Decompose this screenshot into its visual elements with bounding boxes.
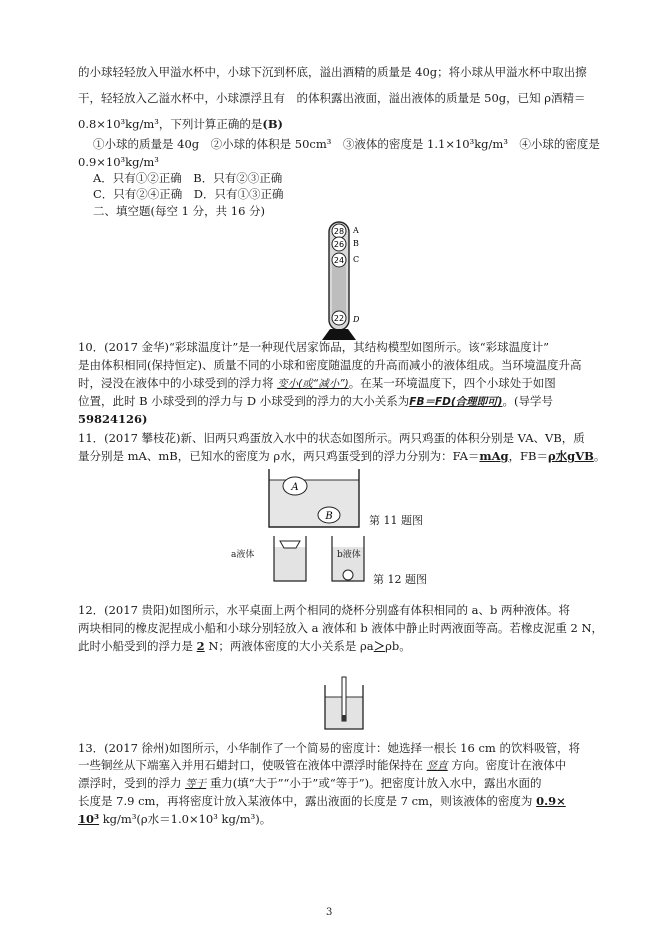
q9-answer: (B)	[262, 117, 283, 131]
q13-line-2: 一些铜丝从下端塞入并用石蜡封口，使吸管在液体中漂浮时能保持在 竖直 方向。密度计在液体中	[78, 758, 567, 772]
q13-answer-3a: 0.9×	[536, 794, 566, 808]
q12-answer-1: 2	[196, 639, 205, 653]
egg-a-label: A	[291, 482, 299, 493]
q12-line-2: 两块相同的橡皮泥捏成小船和小球分别轻放入 a 液体和 b 液体中静止时两液面等高。若橡皮泥重 2 N，	[78, 621, 604, 635]
thermometer-figure	[318, 220, 370, 342]
q10-answer-1: 变小(或“减小”)	[277, 378, 349, 390]
q10-line-3: 时，浸没在液体中的小球受到的浮力将 变小(或“减小”)。在某一环境温度下，四个小球处于如图	[78, 376, 556, 390]
label-d: D	[353, 315, 360, 324]
q13-answer-3b: 10³	[78, 812, 100, 826]
q9-line-3: 0.8×10³kg/m³，下列计算正确的是(B)	[78, 117, 283, 131]
liquid-a-label: a液体	[231, 550, 255, 560]
q10-line-5: 59824126)	[78, 412, 148, 426]
q9-line-5: 0.9×10³kg/m³	[78, 155, 159, 169]
figure-12-caption: 第 12 题图	[373, 573, 427, 586]
q11-answer-1: mAg	[479, 449, 509, 463]
label-b: B	[353, 239, 359, 248]
section-heading: 二、填空题(每空 1 分，共 16 分)	[93, 204, 266, 218]
q13-line-1: 13．(2017 徐州)如图所示，小华制作了一个简易的密度计：她选择一根长 16 cm 的饮料吸管，将	[78, 741, 580, 755]
ball-22: 22	[333, 314, 345, 323]
q13-answer-1: 竖直	[426, 760, 448, 772]
q10-line-2: 是由体积相同(保持恒定)、质量不同的小球和密度随温度的升高而减小的液体组成。当环境温度升高	[78, 358, 582, 372]
figure-11-caption: 第 11 题图	[369, 514, 423, 527]
q13-line-4: 长度是 7.9 cm，再将密度计放入某液体中，露出液面的长度是 7 cm，则该液体的密度为 0.9×	[78, 794, 566, 808]
q9-line-1: 的小球轻轻放入甲溢水杯中，小球下沉到杯底，溢出酒精的质量是 40g；将小球从甲溢水杯中取出擦	[78, 65, 587, 79]
figure-11	[267, 467, 363, 529]
q10-answer-2: FB＝FD(合理即可)	[409, 396, 503, 408]
egg-b-label: B	[325, 511, 333, 522]
q11-answer-2: ρ水gVB	[548, 449, 594, 463]
q9-line-2: 干，轻轻放入乙溢水杯中，小球漂浮且有 的体积露出液面，溢出液体的质量是 50g，已知 ρ酒精＝	[78, 91, 586, 105]
figure-13	[322, 675, 368, 733]
q10-line-4: 位置，此时 B 小球受到的浮力与 D 小球受到的浮力的大小关系为FB＝FD(合理即可)。(导学号	[78, 394, 553, 408]
q12-answer-2: ＞	[373, 639, 386, 653]
ball-28: 28	[333, 227, 345, 236]
liquid-b-label: b液体	[337, 550, 361, 560]
q13-line-3: 漂浮时，受到的浮力 等于 重力(填“大于”“小于”或“等于”)。把密度计放入水中，露出水面的	[78, 776, 542, 790]
q9-options-ab: A．只有①②正确 B．只有②③正确	[93, 171, 283, 185]
q12-line-3: 此时小船受到的浮力是 2 N；两液体密度的大小关系是 ρa＞ρb。	[78, 639, 411, 653]
q9-options-cd: C．只有②④正确 D．只有①③正确	[93, 187, 284, 201]
ball-24: 24	[333, 256, 345, 265]
q12-line-1: 12．(2017 贵阳)如图所示，水平桌面上两个相同的烧杯分别盛有体积相同的 a、b 两种液体。将	[78, 603, 571, 617]
q10-line-1: 10．(2017 金华)“彩球温度计”是一种现代居家饰品，其结构模型如图所示。该“彩球温度计”	[78, 340, 550, 354]
ball-26: 26	[333, 240, 345, 249]
label-a: A	[353, 226, 359, 235]
q9-line-4: ①小球的质量是 40g ②小球的体积是 50cm³ ③液体的密度是 1.1×10³kg/m³ ④小球的密度是	[93, 137, 600, 151]
label-c: C	[353, 255, 360, 264]
page-number: 3	[326, 907, 333, 918]
q13-line-5: 10³ kg/m³(ρ水＝1.0×10³ kg/m³)。	[78, 812, 272, 826]
q11-line-2: 量分别是 mA、mB，已知水的密度为 ρ水，两只鸡蛋受到的浮力分别为：FA＝mAg，FB＝ρ水gVB。	[78, 449, 606, 463]
q11-line-1: 11．(2017 攀枝花)新、旧两只鸡蛋放入水中的状态如图所示。两只鸡蛋的体积分别是 VA、VB，质	[78, 431, 585, 445]
q13-answer-2: 等于	[185, 778, 207, 790]
